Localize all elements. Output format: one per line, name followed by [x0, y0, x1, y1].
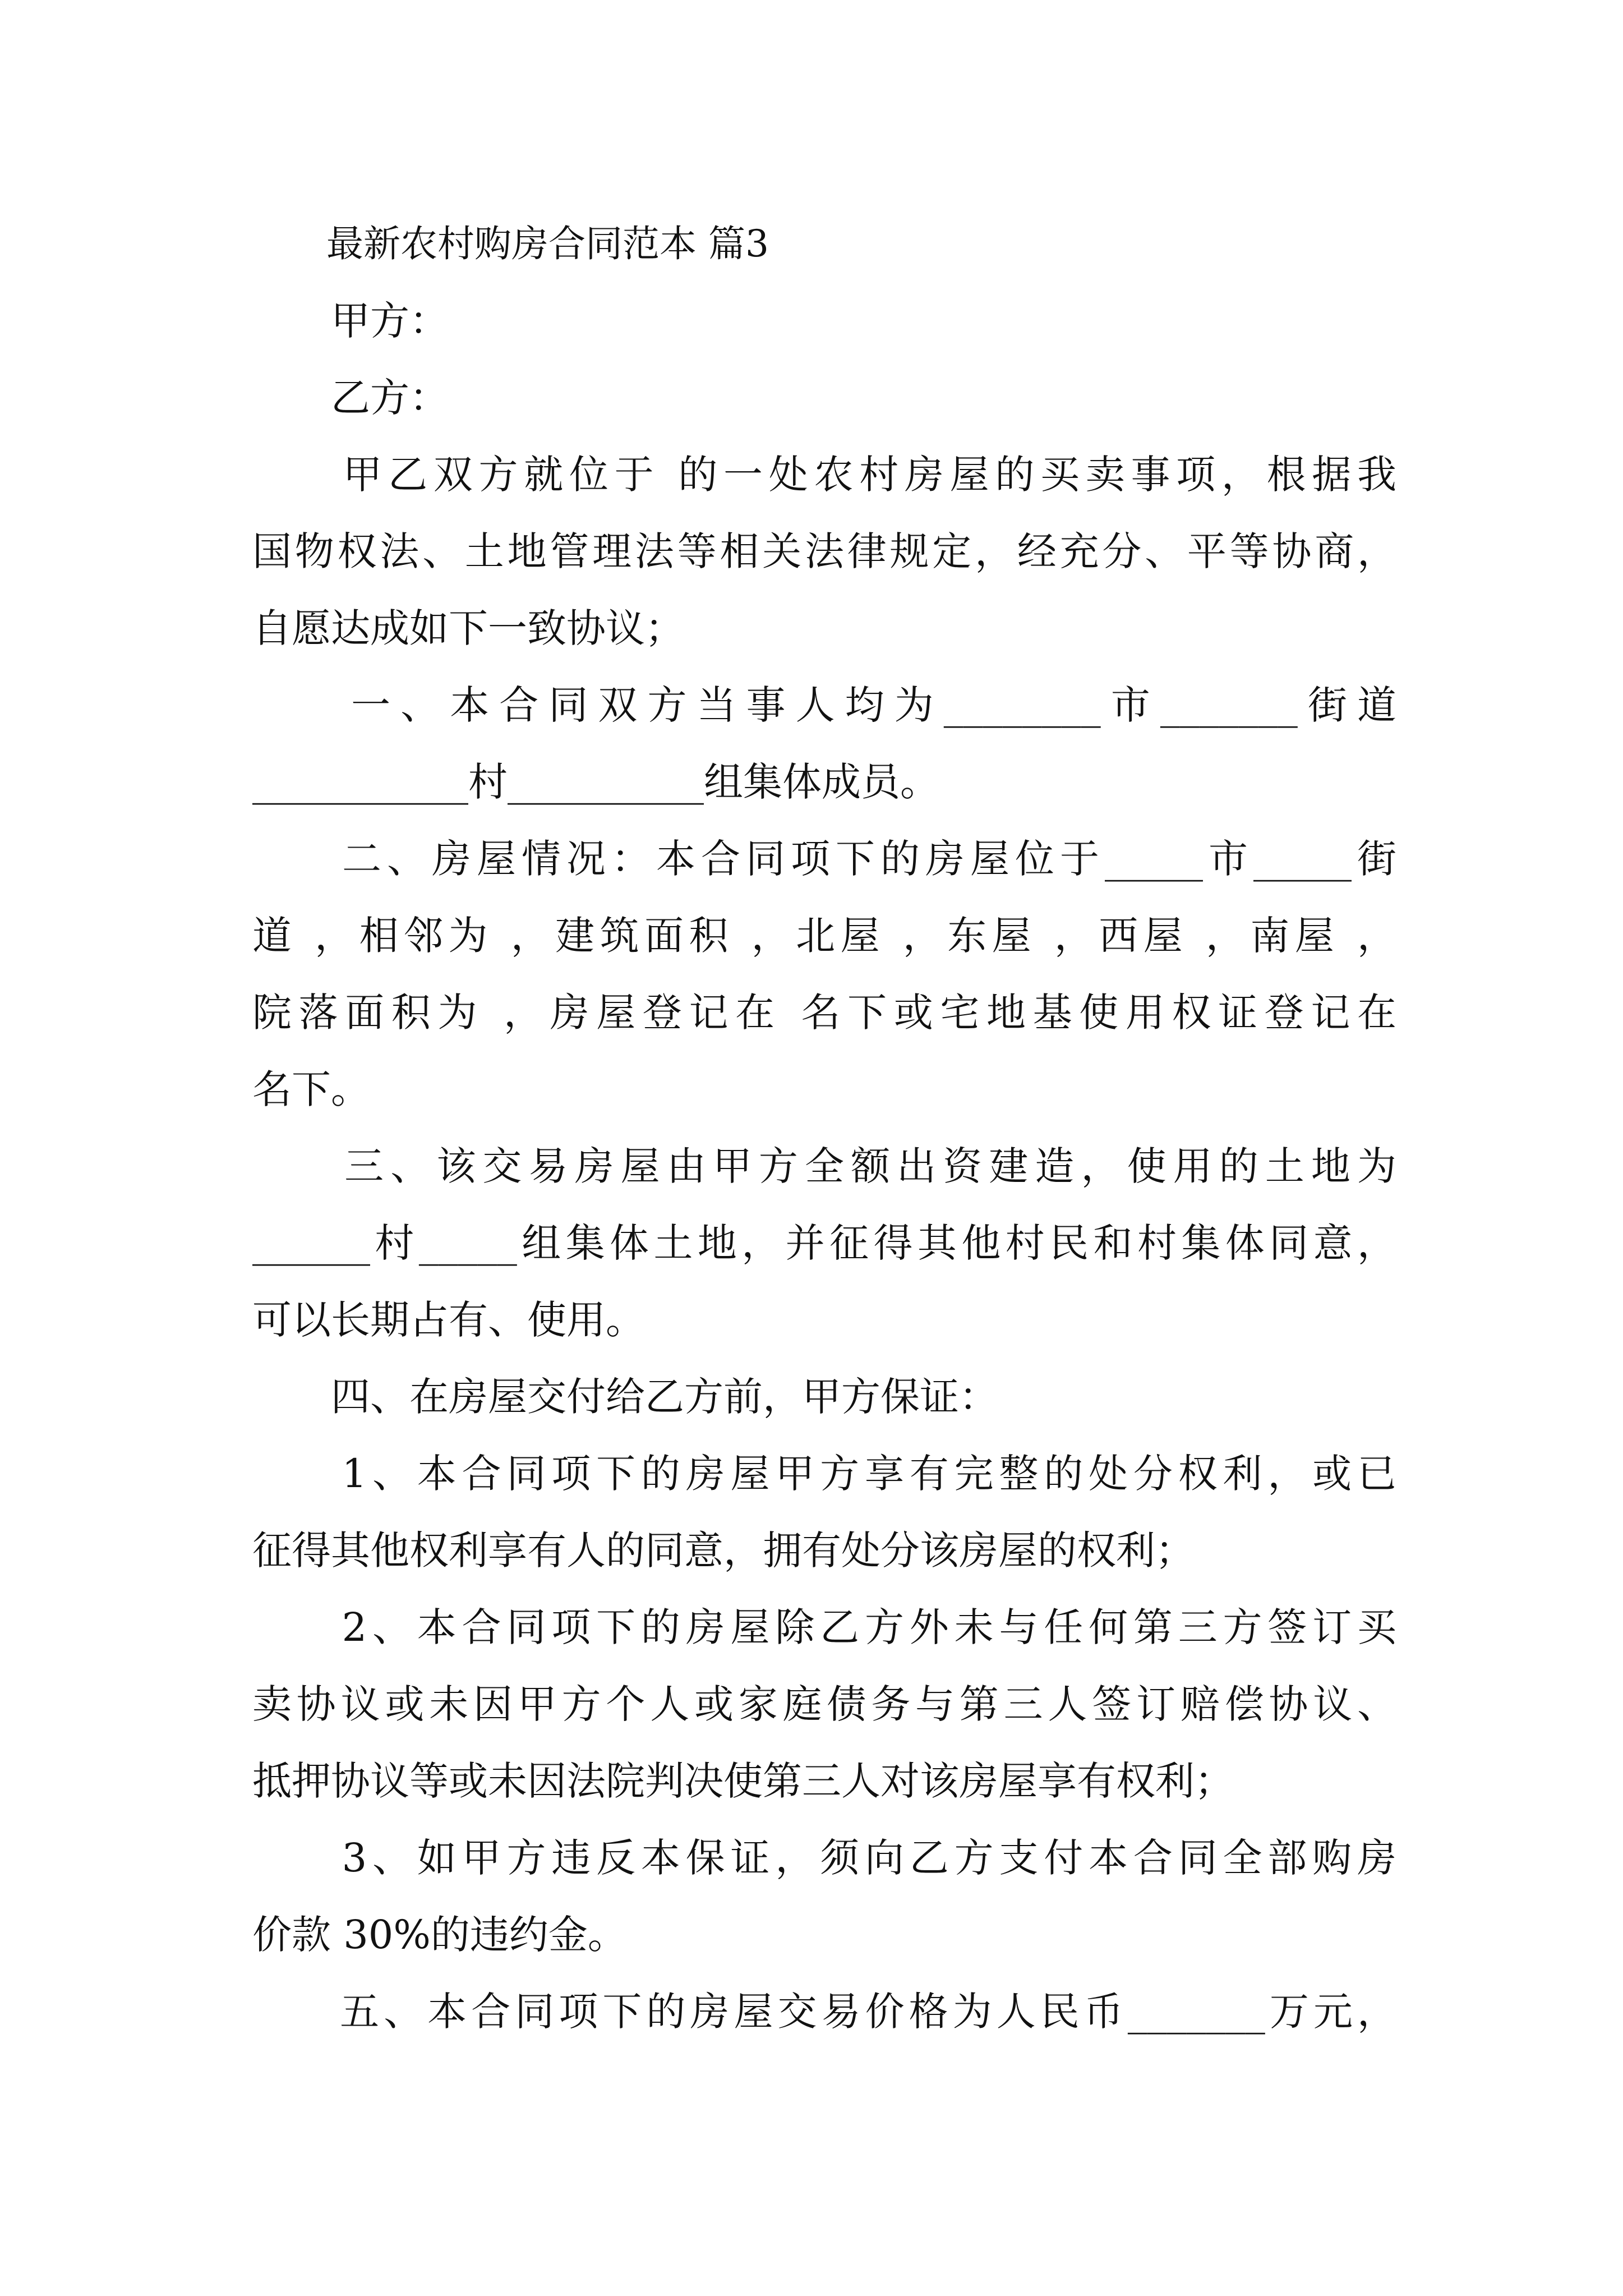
text-line: 3、如甲方违反本保证，须向乙方支付本合同全部购房: [252, 1835, 1396, 1881]
text-line: 一、本合同双方当事人均为________市_______街道: [252, 682, 1396, 728]
text-line: 名下。: [252, 1066, 370, 1112]
text-line: 2、本合同项下的房屋除乙方外未与任何第三方签订买: [252, 1604, 1396, 1650]
text-line: 三、该交易房屋由甲方全额出资建造，使用的土地为: [252, 1143, 1396, 1189]
text-line: 道 ，相邻为 ，建筑面积 ，北屋 ，东屋 ，西屋 ，南屋 ，: [252, 913, 1396, 959]
text-line: 1、本合同项下的房屋甲方享有完整的处分权利，或已: [252, 1451, 1396, 1497]
text-line: 价款 30%的违约金。: [252, 1912, 627, 1958]
text-line: 国物权法、土地管理法等相关法律规定，经充分、平等协商，: [252, 528, 1396, 574]
text-line: 二、房屋情况：本合同项下的房屋位于_____市_____街: [252, 836, 1396, 882]
text-line: 院落面积为 ，房屋登记在 名下或宅地基使用权证登记在: [252, 990, 1396, 1036]
text-line: 征得其他权利享有人的同意，拥有处分该房屋的权利；: [252, 1527, 1195, 1573]
text-line: 抵押协议等或未因法院判决使第三人对该房屋享有权利；: [252, 1758, 1234, 1804]
text-line: 四、在房屋交付给乙方前，甲方保证：: [252, 1374, 998, 1420]
document-title: 最新农村购房合同范本 篇3: [252, 222, 769, 265]
text-line: 卖协议或未因甲方个人或家庭债务与第三人签订赔偿协议、: [252, 1681, 1396, 1727]
party-b-label: 乙方：: [252, 375, 449, 421]
text-line: ___________村__________组集体成员。: [252, 759, 939, 805]
text-line: ______村_____组集体土地，并征得其他村民和村集体同意，: [252, 1220, 1396, 1266]
text-line: 自愿达成如下一致协议；: [252, 605, 684, 651]
text-line: 五、本合同项下的房屋交易价格为人民币_______万元，: [252, 1989, 1396, 2035]
text-line: 甲乙双方就位于 的一处农村房屋的买卖事项，根据我: [252, 452, 1396, 498]
text-line: 可以长期占有、使用。: [252, 1297, 645, 1343]
party-a-label: 甲方：: [252, 298, 449, 344]
